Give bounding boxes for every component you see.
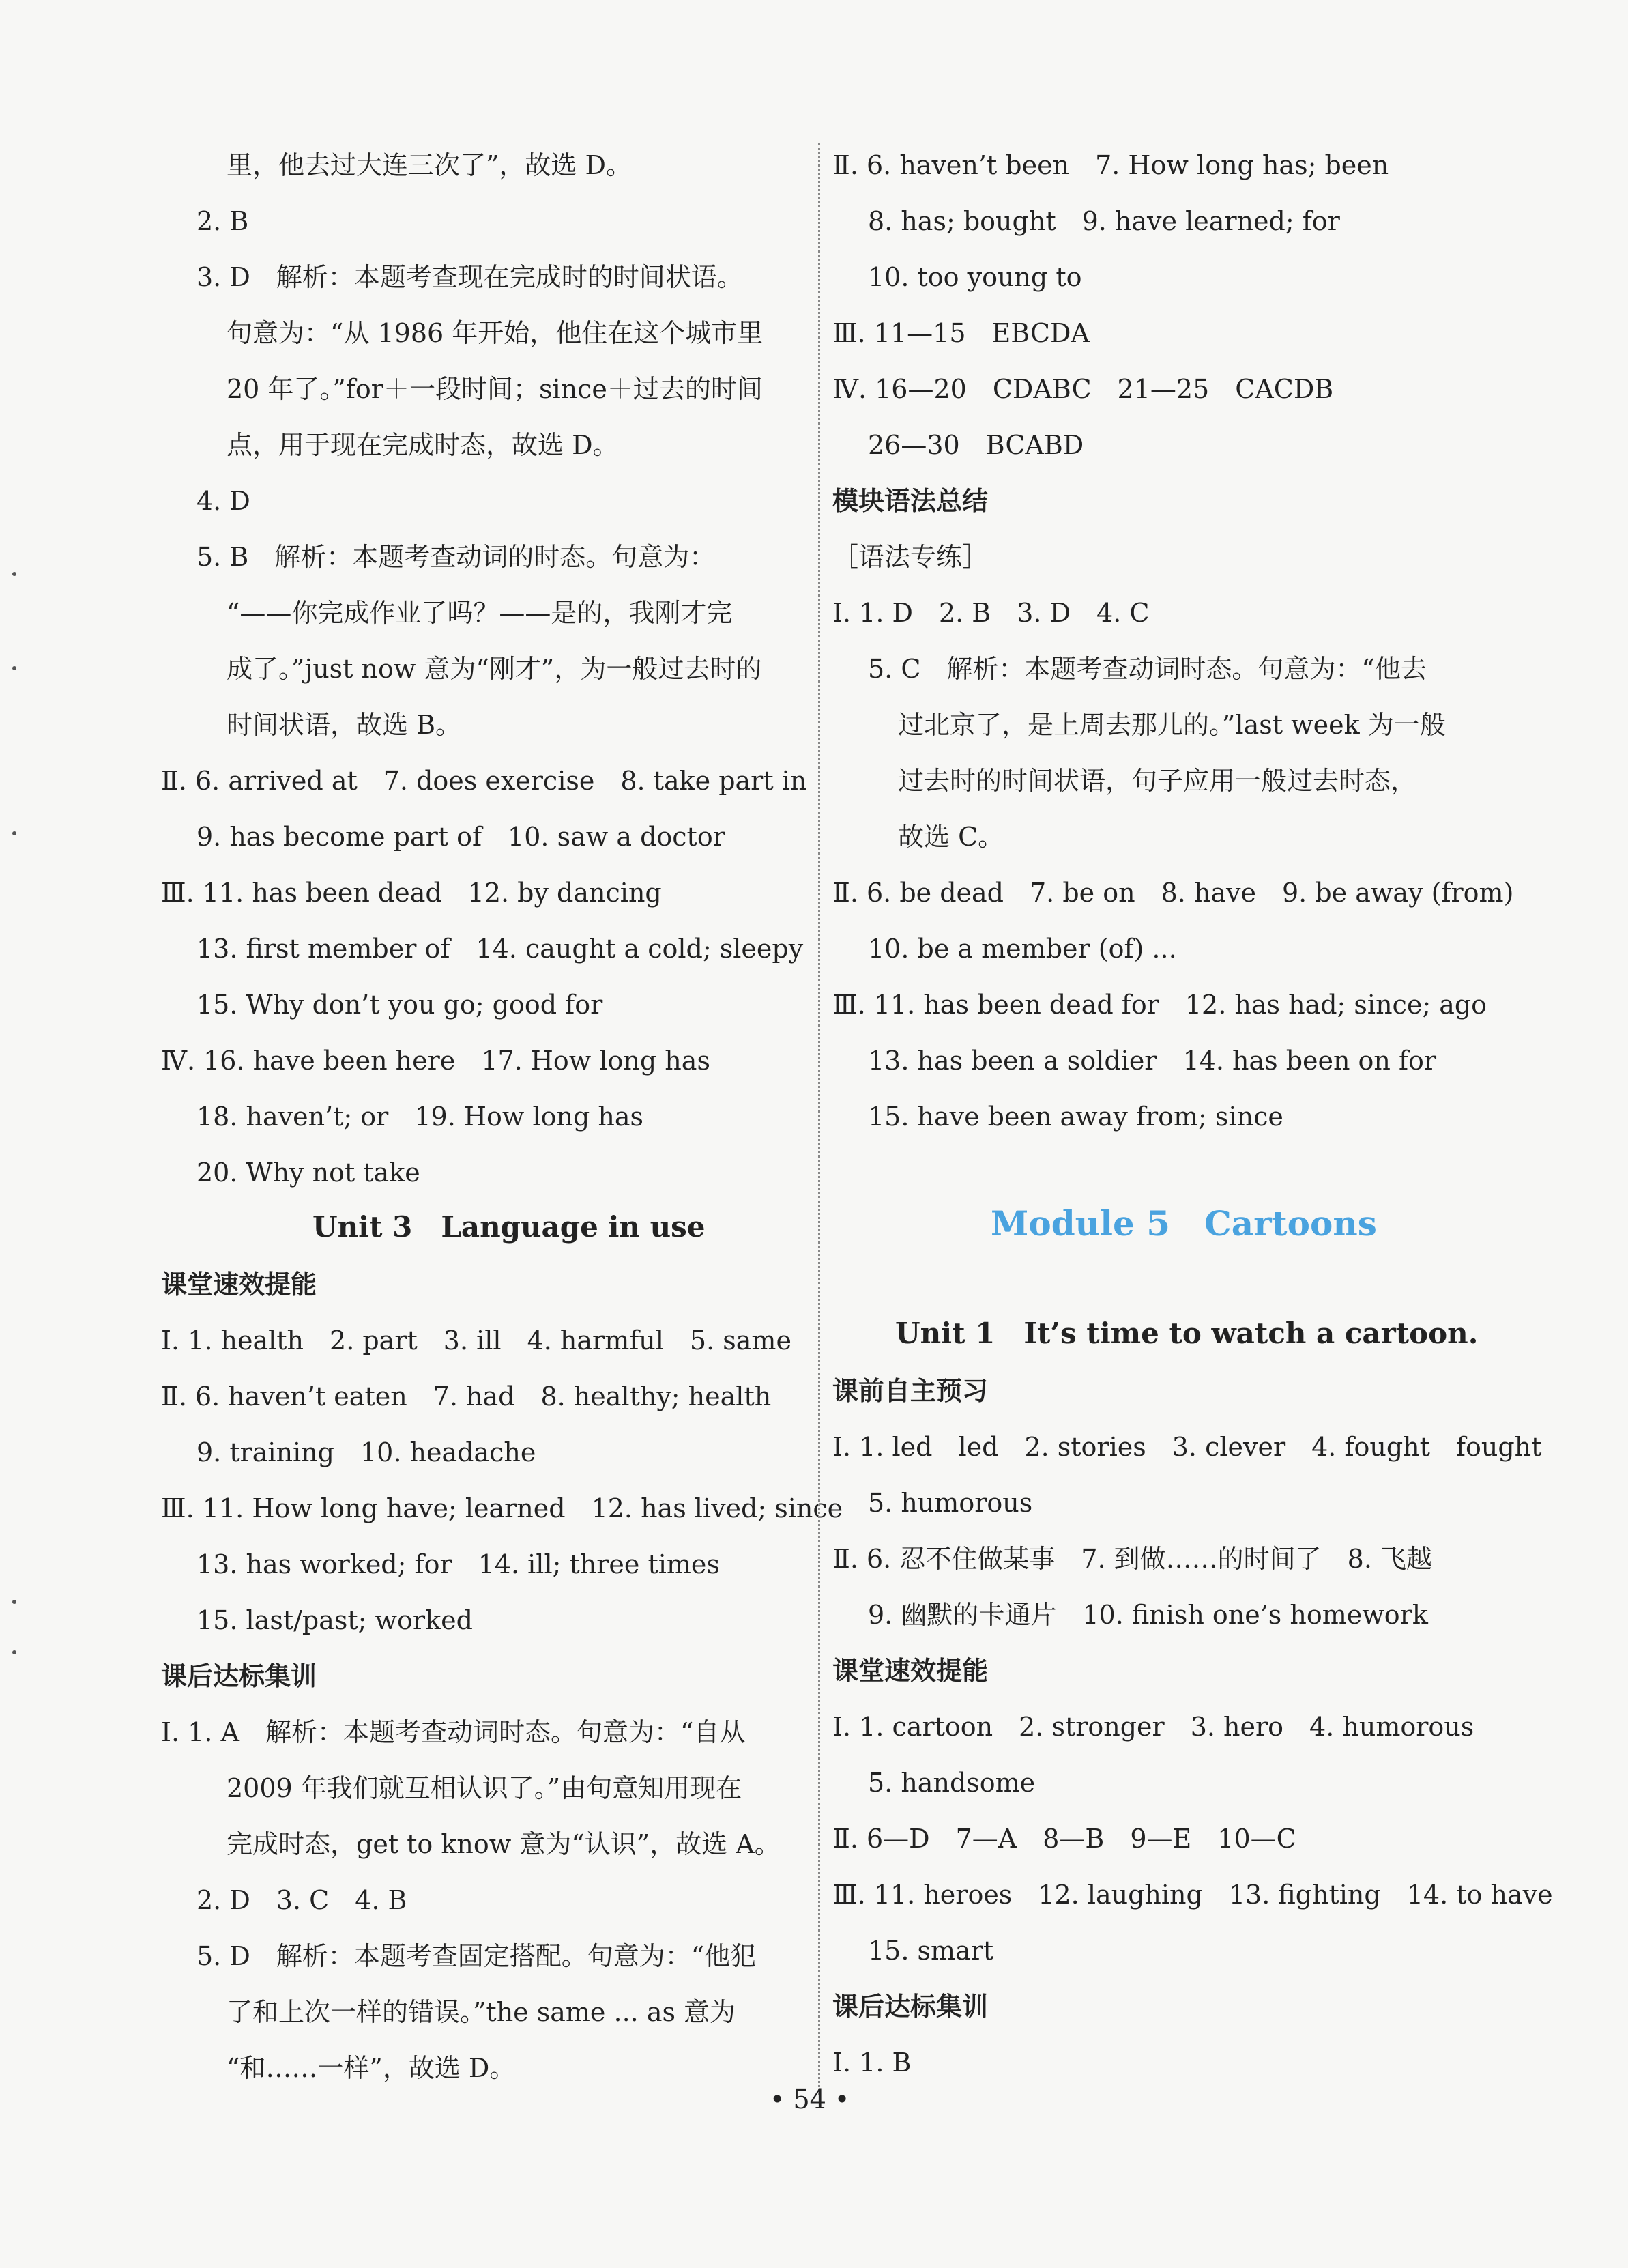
answer-line: Ⅲ. 11. heroes 12. laughing 13. fighting 14. to have: [832, 1880, 1553, 1910]
answer-line: 10. too young to: [868, 262, 1082, 292]
answer-line: 9. has become part of 10. saw a doctor: [197, 822, 725, 852]
answer-line: 2. B: [197, 206, 249, 236]
answer-line: “和……一样”，故选 D。: [227, 2053, 516, 2083]
answer-line: 故选 C。: [898, 822, 1004, 852]
section-heading: 课后达标集训: [832, 1992, 989, 2022]
answer-line: Ⅰ. 1. A 解析：本题考查动词时态。句意为：“自从: [161, 1717, 746, 1747]
answer-line: Ⅰ. 1. cartoon 2. stronger 3. hero 4. humorous: [832, 1712, 1474, 1742]
margin-dot: [12, 1600, 16, 1604]
answer-line: Ⅰ. 1. D 2. B 3. D 4. C: [832, 598, 1150, 628]
answer-line: 过北京了，是上周去那儿的。”last week 为一般: [898, 710, 1446, 740]
answer-line: 15. have been away from; since: [868, 1102, 1283, 1132]
answer-line: Ⅱ. 6—D 7—A 8—B 9—E 10—C: [832, 1824, 1296, 1854]
answer-line: 5. C 解析：本题考查动词时态。句意为：“他去: [868, 654, 1427, 684]
answer-line: 8. has; bought 9. have learned; for: [868, 206, 1340, 236]
section-heading: 课后达标集训: [161, 1661, 317, 1691]
answer-line: 20 年了。”for＋一段时间；since＋过去的时间: [227, 374, 763, 404]
margin-dot: [12, 1650, 16, 1654]
answer-line: “——你完成作业了吗？——是的，我刚才完: [227, 598, 733, 628]
answer-line: 成了。”just now 意为“刚才”，为一般过去时的: [227, 654, 762, 684]
answer-line: 13. first member of 14. caught a cold; sleepy: [197, 934, 804, 964]
answer-line: Ⅰ. 1. led led 2. stories 3. clever 4. fought fought: [832, 1432, 1542, 1462]
column-divider: [818, 143, 820, 2095]
answer-line: 5. B 解析：本题考查动词的时态。句意为：: [197, 542, 716, 572]
answer-line: 9. training 10. headache: [197, 1437, 536, 1467]
answer-line: 18. haven’t; or 19. How long has: [197, 1102, 644, 1132]
margin-dot: [12, 666, 16, 670]
answer-line: 15. Why don’t you go; good for: [197, 990, 603, 1020]
answer-line: Ⅲ. 11. How long have; learned 12. has lived; since: [161, 1493, 843, 1523]
section-heading: 模块语法总结: [832, 486, 989, 516]
answer-line: 20. Why not take: [197, 1158, 420, 1188]
answer-line: 过去时的时间状语，句子应用一般过去时态，: [898, 766, 1417, 796]
answer-line: 完成时态，get to know 意为“认识”，故选 A。: [227, 1829, 781, 1859]
answer-line: Ⅱ. 6. 忍不住做某事 7. 到做……的时间了 8. 飞越: [832, 1544, 1432, 1574]
answer-line: 4. D: [197, 486, 250, 516]
answer-line: 点，用于现在完成时态，故选 D。: [227, 430, 619, 460]
answer-line: 2009 年我们就互相认识了。”由句意知用现在: [227, 1773, 742, 1803]
answer-line: Ⅱ. 6. haven’t been 7. How long has; been: [832, 150, 1389, 180]
answer-line: Ⅰ. 1. B: [832, 2048, 912, 2078]
margin-dot: [12, 831, 16, 835]
answer-line: Ⅲ. 11. has been dead for 12. has had; since; ago: [832, 990, 1487, 1020]
answer-line: 15. smart: [868, 1936, 994, 1966]
answer-line: Ⅱ. 6. haven’t eaten 7. had 8. healthy; health: [161, 1381, 772, 1411]
answer-line: 13. has been a soldier 14. has been on for: [868, 1046, 1437, 1076]
answer-line: 5. humorous: [868, 1488, 1033, 1518]
section-heading: 课前自主预习: [832, 1376, 989, 1406]
answer-line: Ⅳ. 16—20 CDABC 21—25 CACDB: [832, 374, 1334, 404]
answer-line: 里，他去过大连三次了”，故选 D。: [227, 150, 632, 180]
answer-line: 9. 幽默的卡通片 10. finish one’s homework: [868, 1600, 1428, 1630]
module-heading: Module 5 Cartoons: [991, 1203, 1377, 1244]
unit-heading: Unit 3 Language in use: [312, 1210, 706, 1244]
answer-line: 时间状语，故选 B。: [227, 710, 462, 740]
unit-heading: Unit 1 It’s time to watch a cartoon.: [895, 1317, 1479, 1350]
answer-line: Ⅱ. 6. be dead 7. be on 8. have 9. be away (from): [832, 878, 1514, 908]
subsection-heading: ［语法专练］: [832, 542, 989, 572]
section-heading: 课堂速效提能: [161, 1269, 317, 1300]
answer-line: 26—30 BCABD: [868, 430, 1084, 460]
answer-line: 15. last/past; worked: [197, 1605, 473, 1635]
answer-line: 5. D 解析：本题考查固定搭配。句意为：“他犯: [197, 1941, 757, 1971]
answer-line: 13. has worked; for 14. ill; three times: [197, 1549, 720, 1579]
answer-line: 2. D 3. C 4. B: [197, 1885, 407, 1915]
answer-line: Ⅳ. 16. have been here 17. How long has: [161, 1046, 710, 1076]
answer-line: 3. D 解析：本题考查现在完成时的时间状语。: [197, 262, 743, 292]
answer-line: 5. handsome: [868, 1768, 1036, 1798]
answer-line: 句意为：“从 1986 年开始，他住在这个城市里: [227, 318, 764, 348]
section-heading: 课堂速效提能: [832, 1656, 989, 1686]
answer-line: Ⅰ. 1. health 2. part 3. ill 4. harmful 5. same: [161, 1325, 791, 1355]
answer-line: 10. be a member (of) ...: [868, 934, 1177, 964]
margin-dot: [12, 572, 16, 576]
answer-line: Ⅱ. 6. arrived at 7. does exercise 8. take part in: [161, 766, 807, 796]
answer-line: 了和上次一样的错误。”the same ... as 意为: [227, 1997, 736, 2027]
answer-line: Ⅲ. 11—15 EBCDA: [832, 318, 1090, 348]
page-number: • 54 •: [770, 2084, 850, 2114]
answer-line: Ⅲ. 11. has been dead 12. by dancing: [161, 878, 662, 908]
